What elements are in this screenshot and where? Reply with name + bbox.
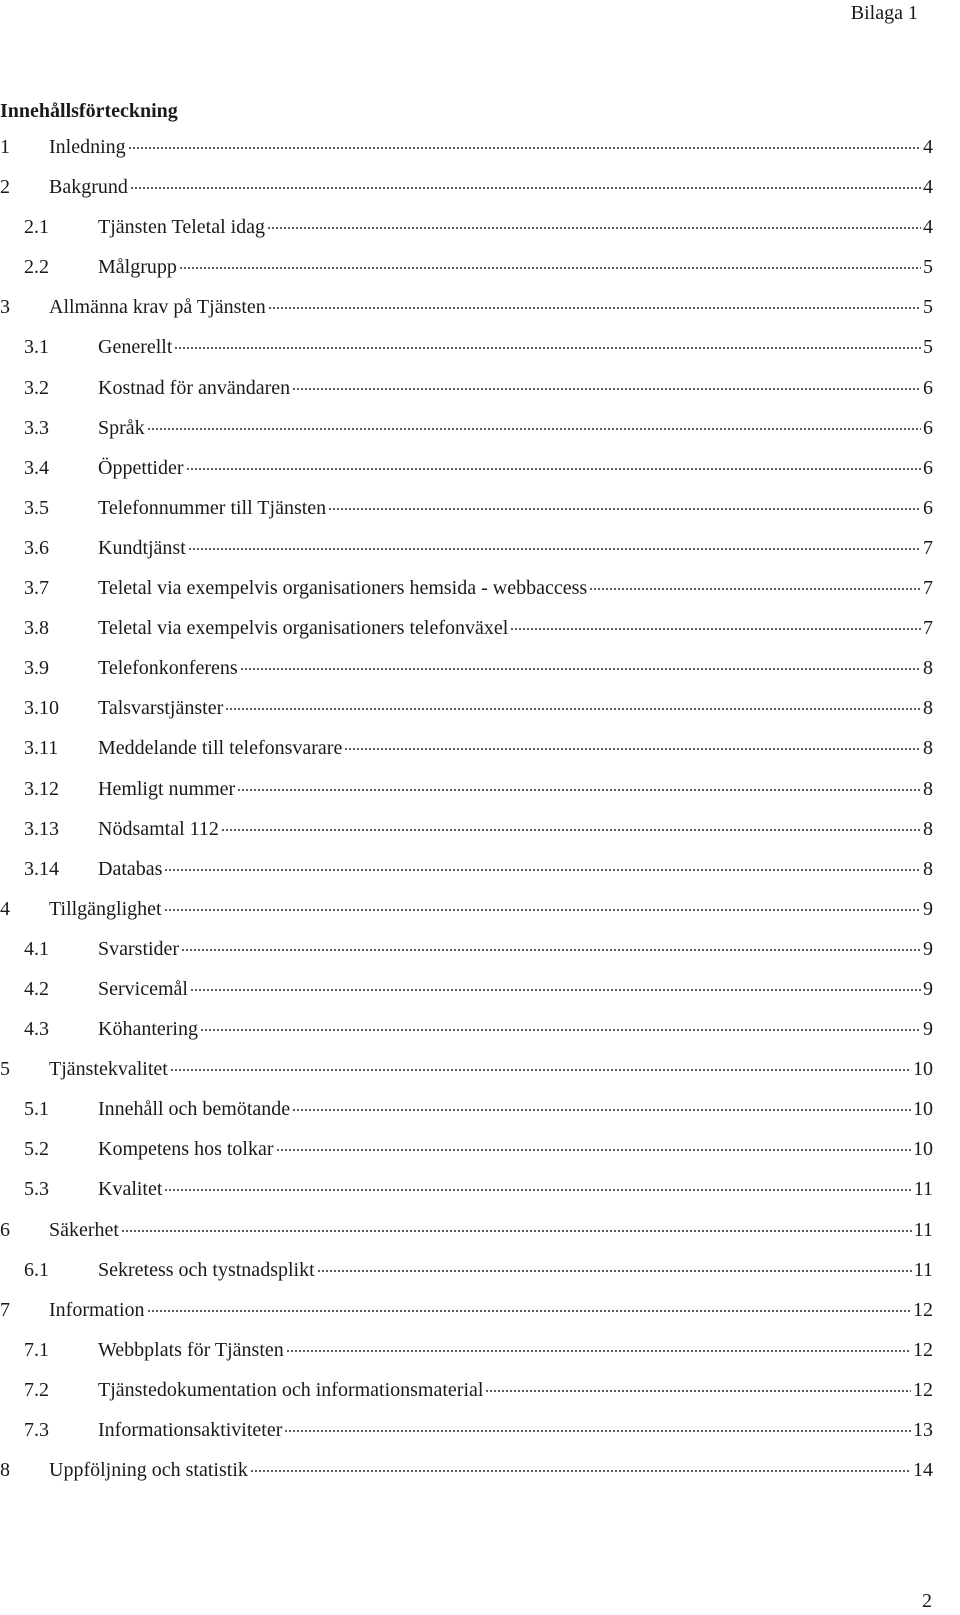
toc-entry-page: 12 <box>913 1298 933 1321</box>
dot-leader <box>186 468 921 470</box>
toc-entry[interactable] <box>0 657 933 697</box>
toc-entry[interactable] <box>0 537 933 577</box>
toc-entry[interactable] <box>0 497 933 537</box>
dot-leader <box>200 1029 921 1031</box>
toc-entry[interactable] <box>0 818 933 858</box>
toc-entry-title: Målgrupp <box>98 256 177 279</box>
toc-entry-page: 4 <box>923 136 933 158</box>
toc-entry-number: 4.1 <box>24 937 49 960</box>
toc-entry-page: 14 <box>913 1459 933 1482</box>
dot-leader <box>221 829 921 831</box>
toc-entry[interactable] <box>0 336 933 376</box>
toc-entry-page: 11 <box>913 1258 933 1281</box>
toc-entry-page: 10 <box>913 1098 933 1121</box>
toc-entry[interactable] <box>0 1018 933 1058</box>
toc-entry-title: Talsvarstjänster <box>98 697 224 720</box>
toc-entry-page: 9 <box>923 977 933 1000</box>
toc-entry-title: Generellt <box>98 336 173 359</box>
toc-entry-page: 7 <box>923 536 933 559</box>
toc-entry-number: 3.13 <box>24 817 59 840</box>
toc-entry-number: 7.1 <box>24 1338 49 1361</box>
toc-entry[interactable] <box>0 176 933 216</box>
toc-entry-number: 3.7 <box>24 577 49 600</box>
toc-entry-number: 3.5 <box>24 496 49 519</box>
toc-entry-page: 8 <box>923 817 933 840</box>
toc-title: Innehållsförteckning <box>0 100 178 122</box>
toc-entry-page: 9 <box>923 1018 933 1041</box>
toc-entry[interactable] <box>0 617 933 657</box>
toc-entry[interactable] <box>0 858 933 898</box>
attachment-label: Bilaga 1 <box>850 2 918 24</box>
toc-entry-page: 9 <box>923 937 933 960</box>
toc-entry-number: 3.8 <box>24 617 49 640</box>
dot-leader <box>147 1310 911 1312</box>
toc-entry-title: Allmänna krav på Tjänsten <box>49 296 266 319</box>
toc-entry-number: 3.6 <box>24 536 49 559</box>
toc-entry-number: 3.11 <box>24 737 59 760</box>
dot-leader <box>328 508 921 510</box>
page-number: 2 <box>922 1590 932 1612</box>
toc-entry-page: 10 <box>913 1138 933 1161</box>
dot-leader <box>190 989 921 991</box>
toc-entry-title: Sekretess och tystnadsplikt <box>98 1258 315 1281</box>
toc-entry[interactable] <box>0 737 933 777</box>
toc-entry-number: 3.9 <box>24 657 49 680</box>
toc-entry[interactable] <box>0 938 933 978</box>
toc-entry-number: 3.1 <box>24 336 49 359</box>
toc-entry-number: 3.3 <box>24 416 49 439</box>
dot-leader <box>267 227 921 229</box>
dot-leader <box>240 668 921 670</box>
toc-entry-number: 7 <box>0 1298 10 1321</box>
toc-entry-page: 6 <box>923 416 933 439</box>
toc-entry-page: 8 <box>923 857 933 880</box>
toc-entry-title: Kundtjänst <box>98 536 186 559</box>
toc-entry-title: Säkerhet <box>49 1218 119 1241</box>
toc-entry-title: Telefonnummer till Tjänsten <box>98 496 327 519</box>
toc-entry-title: Inledning <box>49 136 126 158</box>
toc-entry[interactable] <box>0 1178 933 1218</box>
toc-entry-title: Telefonkonferens <box>98 657 238 680</box>
toc-entry[interactable] <box>0 1098 933 1138</box>
dot-leader <box>284 1430 911 1432</box>
dot-leader <box>510 628 921 630</box>
dot-leader <box>292 1109 911 1111</box>
table-of-contents <box>0 136 933 1499</box>
dot-leader <box>164 909 921 911</box>
toc-entry-page: 4 <box>923 176 933 199</box>
toc-entry[interactable] <box>0 1339 933 1379</box>
toc-entry-number: 2.1 <box>24 216 49 239</box>
toc-entry-title: Informationsaktiviteter <box>98 1419 283 1441</box>
toc-entry-number: 8 <box>0 1459 10 1482</box>
dot-leader <box>268 307 921 309</box>
dot-leader <box>164 1189 911 1191</box>
toc-entry[interactable] <box>0 1058 933 1098</box>
toc-entry-title: Tillgänglighet <box>49 897 162 920</box>
toc-entry-page: 6 <box>923 496 933 519</box>
toc-entry-number: 2.2 <box>24 256 49 279</box>
dot-leader <box>181 949 921 951</box>
toc-entry-page: 7 <box>923 617 933 640</box>
toc-entry-page: 8 <box>923 737 933 760</box>
toc-entry[interactable] <box>0 1259 933 1299</box>
dot-leader <box>317 1270 912 1272</box>
toc-entry-title: Nödsamtal 112 <box>98 817 219 840</box>
toc-entry-page: 5 <box>923 256 933 279</box>
toc-entry-title: Hemligt nummer <box>98 777 236 800</box>
toc-entry-title: Köhantering <box>98 1018 198 1041</box>
toc-entry-title: Svarstider <box>98 937 180 960</box>
toc-entry-number: 6.1 <box>24 1258 49 1281</box>
toc-entry-title: Teletal via exempelvis organisationers hemsida - webbaccess <box>98 577 588 600</box>
toc-entry-page: 11 <box>913 1178 933 1201</box>
toc-entry-number: 1 <box>0 136 10 158</box>
toc-entry-number: 7.2 <box>24 1378 49 1401</box>
dot-leader <box>130 187 921 189</box>
dot-leader <box>164 869 921 871</box>
dot-leader <box>188 548 921 550</box>
toc-entry-title: Kompetens hos tolkar <box>98 1138 274 1161</box>
toc-entry-title: Öppettider <box>98 456 184 479</box>
toc-entry-page: 11 <box>913 1218 933 1241</box>
dot-leader <box>237 789 921 791</box>
dot-leader <box>276 1149 911 1151</box>
toc-entry-title: Servicemål <box>98 977 188 1000</box>
toc-entry-title: Kostnad för användaren <box>98 376 291 399</box>
dot-leader <box>121 1230 912 1232</box>
toc-entry-title: Språk <box>98 416 145 439</box>
toc-entry-page: 5 <box>923 296 933 319</box>
toc-entry[interactable] <box>0 377 933 417</box>
toc-entry-number: 5.1 <box>24 1098 49 1121</box>
toc-entry-title: Uppföljning och statistik <box>49 1459 248 1482</box>
dot-leader <box>286 1350 911 1352</box>
toc-entry-title: Information <box>49 1298 145 1321</box>
toc-entry-number: 4.2 <box>24 977 49 1000</box>
dot-leader <box>292 388 921 390</box>
toc-entry-number: 4.3 <box>24 1018 49 1041</box>
toc-entry[interactable] <box>0 1219 933 1259</box>
toc-entry[interactable] <box>0 577 933 617</box>
dot-leader <box>147 428 921 430</box>
toc-entry-title: Webbplats för Tjänsten <box>98 1338 284 1361</box>
toc-entry[interactable] <box>0 1299 933 1339</box>
toc-entry-title: Databas <box>98 857 163 880</box>
dot-leader <box>128 147 921 149</box>
dot-leader <box>179 267 921 269</box>
toc-entry-title: Tjänstedokumentation och informationsmaterial <box>98 1378 484 1401</box>
toc-entry-page: 12 <box>913 1338 933 1361</box>
toc-entry-page: 7 <box>923 577 933 600</box>
toc-entry[interactable] <box>0 296 933 336</box>
toc-entry[interactable] <box>0 978 933 1018</box>
toc-entry-number: 5.3 <box>24 1178 49 1201</box>
toc-entry-number: 3.2 <box>24 376 49 399</box>
toc-entry-title: Kvalitet <box>98 1178 163 1201</box>
toc-entry-title: Innehåll och bemötande <box>98 1098 291 1121</box>
toc-entry-page: 12 <box>913 1378 933 1401</box>
toc-entry-number: 6 <box>0 1218 10 1241</box>
toc-entry-page: 8 <box>923 697 933 720</box>
toc-entry[interactable] <box>0 256 933 296</box>
toc-entry-title: Bakgrund <box>49 176 128 199</box>
toc-entry[interactable] <box>0 778 933 818</box>
toc-entry-title: Teletal via exempelvis organisationers telefonväxel <box>98 617 509 640</box>
toc-entry[interactable] <box>0 1138 933 1178</box>
toc-entry-page: 8 <box>923 777 933 800</box>
toc-entry[interactable] <box>0 697 933 737</box>
dot-leader <box>485 1390 911 1392</box>
toc-entry-title: Tjänstekvalitet <box>49 1058 168 1081</box>
dot-leader <box>589 588 921 590</box>
toc-entry-number: 3 <box>0 296 10 319</box>
toc-entry-title: Tjänsten Teletal idag <box>98 216 266 239</box>
toc-entry-page: 13 <box>913 1419 933 1441</box>
toc-entry-page: 6 <box>923 456 933 479</box>
toc-entry[interactable] <box>0 457 933 497</box>
dot-leader <box>170 1069 911 1071</box>
toc-entry[interactable] <box>0 1459 933 1499</box>
toc-entry-page: 5 <box>923 336 933 359</box>
toc-entry[interactable] <box>0 136 933 176</box>
toc-entry[interactable] <box>0 1419 933 1459</box>
toc-entry-number: 4 <box>0 897 10 920</box>
toc-entry[interactable] <box>0 1379 933 1419</box>
toc-entry-page: 6 <box>923 376 933 399</box>
toc-entry-number: 3.12 <box>24 777 59 800</box>
dot-leader <box>174 347 921 349</box>
toc-entry[interactable] <box>0 417 933 457</box>
toc-entry[interactable] <box>0 216 933 256</box>
toc-entry-number: 3.14 <box>24 857 59 880</box>
toc-entry-number: 5 <box>0 1058 10 1081</box>
toc-entry-page: 10 <box>913 1058 933 1081</box>
toc-entry-page: 4 <box>923 216 933 239</box>
dot-leader <box>344 748 921 750</box>
toc-entry-number: 7.3 <box>24 1419 49 1441</box>
toc-entry-number: 3.4 <box>24 456 49 479</box>
toc-entry-page: 9 <box>923 897 933 920</box>
toc-entry[interactable] <box>0 898 933 938</box>
toc-entry-number: 3.10 <box>24 697 59 720</box>
toc-entry-number: 5.2 <box>24 1138 49 1161</box>
dot-leader <box>225 708 921 710</box>
dot-leader <box>250 1470 911 1472</box>
toc-entry-number: 2 <box>0 176 10 199</box>
toc-entry-title: Meddelande till telefonsvarare <box>98 737 343 760</box>
toc-entry-page: 8 <box>923 657 933 680</box>
